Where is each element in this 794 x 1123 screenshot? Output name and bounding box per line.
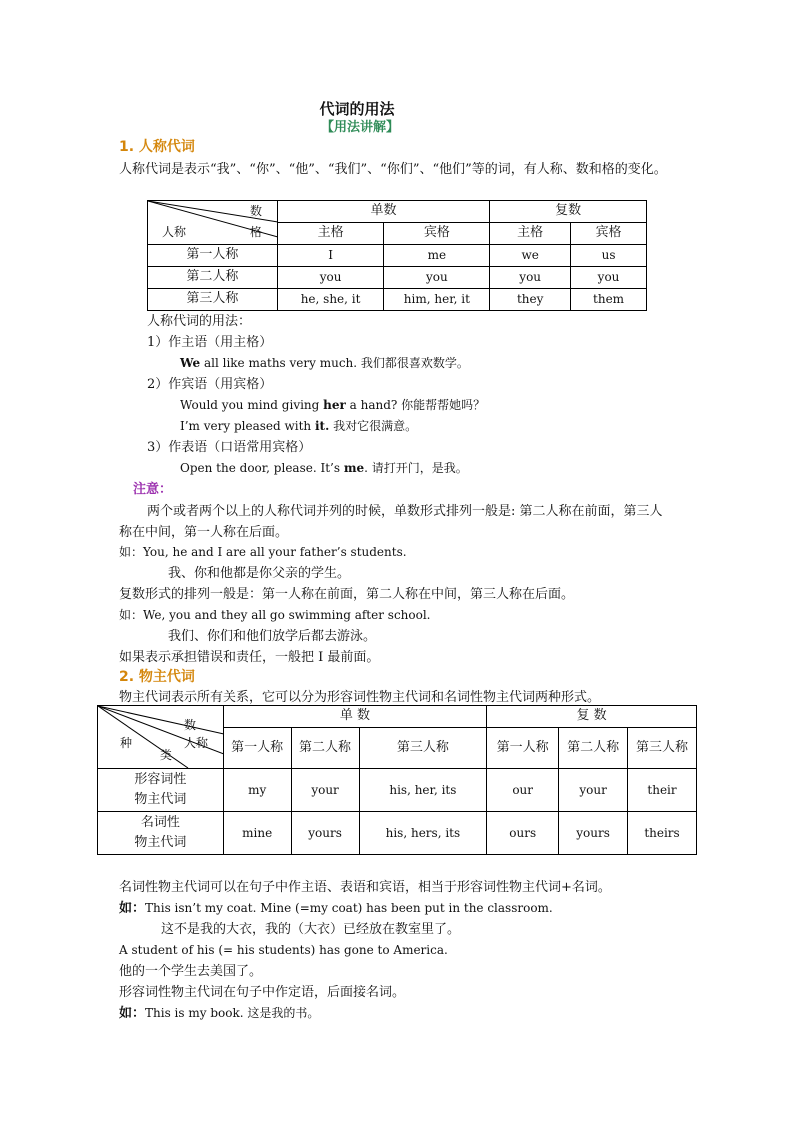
nominal-possessive-rule: 名词性物主代词可以在句子中作主语、表语和宾语，相当于形容词性物主代词+名词。: [119, 880, 611, 895]
table-row: [148, 289, 647, 311]
row-label-line: 名词性: [140, 815, 180, 830]
bold-word: her: [323, 398, 346, 412]
table-cell: we: [490, 245, 571, 267]
table-cell: you: [384, 267, 490, 289]
example-text: a hand? 你能帮帮她吗？: [345, 398, 486, 412]
section2-heading: 2. 物主代词: [119, 669, 195, 685]
row-label: 第二人称: [148, 267, 278, 289]
row-label: [98, 812, 224, 855]
table-cell: they: [490, 289, 571, 311]
example-text: This is my book. 这是我的书。: [145, 1006, 320, 1020]
section1-intro: 人称代词是表示“我”、“你”、“他”、“我们”、“你们”、“他们”等的词，有人称、数和格的变化。: [119, 162, 667, 177]
table-row: [98, 812, 697, 855]
table-cell: your: [559, 769, 628, 812]
usage-3: 3）作表语（口语常用宾格）: [147, 440, 312, 455]
table-row: [148, 267, 647, 289]
table-cell: him, her, it: [384, 289, 490, 311]
header-plural: 复 数: [487, 706, 697, 728]
section1-heading: 1. 人称代词: [119, 139, 195, 155]
example-1-cn: 这不是我的大衣，我的（大衣）已经放在教室里了。: [161, 922, 461, 937]
table-cell: us: [571, 245, 647, 267]
sub-header: 第三人称: [628, 728, 697, 769]
example-label: 如：: [119, 1006, 146, 1021]
header-singular: 单数: [277, 201, 490, 223]
example-label: 如：: [119, 901, 146, 916]
table-cell: me: [384, 245, 490, 267]
usage-title: 人称代词的用法：: [147, 314, 252, 329]
sub-header: 第一人称: [223, 728, 291, 769]
row-label: 第一人称: [148, 245, 278, 267]
bold-word: it.: [314, 419, 330, 433]
example-text: Would you mind giving: [180, 398, 324, 412]
bold-word: me: [343, 461, 365, 475]
corner-label-number: 数: [184, 718, 197, 732]
table-cell: his, hers, its: [359, 812, 487, 855]
row-label-line: 物主代词: [134, 835, 187, 850]
note-text: 两个或者两个以上的人称代词并列的时候，单数形式排列一般是: 第二人称在前面，第三人称在中间，第一人称在后面。: [119, 504, 663, 540]
table-corner-cell: [98, 706, 224, 769]
row-label-line: 物主代词: [134, 792, 187, 807]
corner-label-number: 数: [250, 204, 263, 218]
usage-1: 1）作主语（用主格）: [147, 335, 273, 350]
corner-label-person: 人称: [162, 225, 187, 239]
corner-label-person: 人称: [184, 736, 209, 750]
bold-word: We: [180, 356, 201, 370]
table-cell: mine: [223, 812, 291, 855]
example-text: all like maths very much. 我们都很喜欢数学。: [200, 356, 469, 370]
plural-rule: 复数形式的排列一般是：第一人称在前面，第二人称在中间，第三人称在后面。: [119, 587, 575, 602]
adjectival-possessive-rule: 形容词性物主代词在句子中作定语，后面接名词。: [119, 985, 406, 1000]
example-text: This isn’t my coat. Mine (=my coat) has been put in the classroom.: [145, 901, 553, 915]
sub-header: 主格: [490, 223, 571, 245]
example-2-en: 如：We, you and they all go swimming after school.: [119, 608, 431, 622]
table-cell: yours: [559, 812, 628, 855]
table-cell: you: [277, 267, 384, 289]
example-2-cn: 他的一个学生去美国了。: [119, 964, 263, 979]
example-2-en: A student of his (= his students) has gone to America.: [119, 943, 448, 957]
table-row: [148, 245, 647, 267]
usage-2-example-1: [180, 396, 485, 415]
sub-header: 宾格: [384, 223, 490, 245]
table-cell: ours: [487, 812, 559, 855]
usage-1-example: [180, 354, 469, 373]
table-cell: yours: [291, 812, 359, 855]
header-singular: 单 数: [223, 706, 487, 728]
table-cell: my: [223, 769, 291, 812]
example-text: I’m very pleased with: [180, 419, 315, 433]
usage-3-example: [180, 459, 468, 478]
table-cell: you: [490, 267, 571, 289]
row-label-line: 形容词性: [134, 772, 187, 787]
corner-label-case: 格: [250, 225, 263, 239]
sub-header: 主格: [277, 223, 384, 245]
table-cell: our: [487, 769, 559, 812]
table-row: [98, 769, 697, 812]
table-cell: his, her, its: [359, 769, 487, 812]
example-text: . 请打开门，是我。: [364, 461, 468, 475]
section2-intro: 物主代词表示所有关系，它可以分为形容词性物主代词和名词性物主代词两种形式。: [119, 690, 601, 705]
page-title: 代词的用法: [319, 100, 395, 118]
table-cell: he, she, it: [277, 289, 384, 311]
corner-label-type: 类: [160, 748, 173, 762]
example-3: [119, 1004, 319, 1024]
sub-header: 第一人称: [487, 728, 559, 769]
note-label: 注意：: [133, 482, 173, 497]
sub-header: 第三人称: [359, 728, 487, 769]
table-cell: I: [277, 245, 384, 267]
row-label: 第三人称: [148, 289, 278, 311]
table-cell: your: [291, 769, 359, 812]
personal-pronoun-table: [147, 200, 647, 311]
table-corner-cell: [148, 201, 278, 245]
sub-header: 宾格: [571, 223, 647, 245]
table-cell: them: [571, 289, 647, 311]
possessive-pronoun-table: [97, 705, 697, 855]
example-1-cn: 我、你和他都是你父亲的学生。: [168, 566, 351, 581]
usage-2: 2）作宾语（用宾格）: [147, 377, 273, 392]
example-text: 我对它很满意。: [329, 419, 418, 433]
example-1-en: [119, 899, 553, 919]
sub-header: 第二人称: [291, 728, 359, 769]
page-subtitle: 【用法讲解】: [320, 120, 399, 135]
table-cell: their: [628, 769, 697, 812]
responsibility-rule: 如果表示承担错误和责任，一般把 I 最前面。: [119, 650, 380, 665]
usage-2-example-2: [180, 417, 417, 436]
example-1-en: 如：You, he and I are all your father’s students.: [119, 545, 407, 559]
example-text: Open the door, please. It’s: [180, 461, 344, 475]
example-2-cn: 我们、你们和他们放学后都去游泳。: [168, 629, 377, 644]
header-plural: 复数: [490, 201, 647, 223]
corner-label-kind: 种: [120, 736, 133, 750]
table-cell: you: [571, 267, 647, 289]
table-cell: theirs: [628, 812, 697, 855]
sub-header: 第二人称: [559, 728, 628, 769]
row-label: [98, 769, 224, 812]
